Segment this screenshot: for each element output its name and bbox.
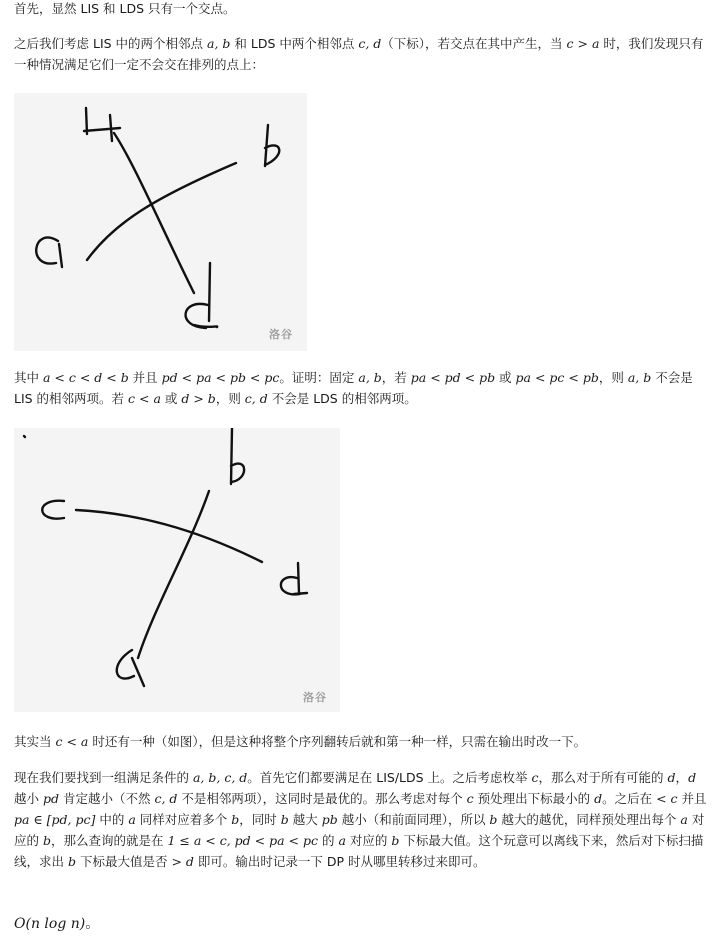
- text: 不是相邻两项），这同时是最优的。那么考虑对每个: [177, 791, 467, 806]
- text: 现在我们要找到一组满足条件的: [14, 770, 193, 785]
- letter-d-stroke: [186, 263, 218, 328]
- figure-2-drawing: [14, 428, 340, 712]
- math: b: [489, 812, 498, 827]
- math: 1 ≤ a < c, pd < pa < pc: [167, 833, 318, 848]
- math: pb: [321, 812, 338, 827]
- stray-dot: [24, 436, 25, 437]
- watermark: 洛谷: [303, 691, 327, 704]
- text: 同样对应着多个: [135, 812, 232, 827]
- math: d: [688, 770, 697, 785]
- text: 或: [160, 391, 182, 406]
- paragraph-proof: [14, 367, 710, 409]
- math: a, b: [207, 36, 231, 51]
- math: b: [67, 854, 76, 869]
- text: 并且: [128, 370, 162, 385]
- text: 时，我们发现只有一种情况满足它们一定不会交在排列的点上：: [14, 36, 704, 72]
- text: 和 LDS 中两个相邻点: [230, 36, 359, 51]
- text: 时还有一种（如图），但是这种将整个序列翻转后就和第一种一样，只需在输出时改一下。: [88, 734, 587, 749]
- line-ab: [138, 491, 209, 658]
- complexity-math: O(n log n): [14, 916, 86, 932]
- text: 下标最大值是否: [76, 854, 172, 869]
- text: ，那么查询的就是在: [51, 833, 168, 848]
- paragraph-algorithm: [14, 767, 710, 872]
- text: 不会是 LIS 的相邻两项。若: [14, 370, 693, 406]
- text: ，则: [598, 370, 628, 385]
- math: > d: [171, 854, 194, 869]
- text: 越大的越优，同样预处理出每个: [497, 812, 681, 827]
- math: a < c < d < b: [42, 370, 129, 385]
- math: c > a: [566, 36, 600, 51]
- text: ，则: [215, 391, 245, 406]
- text: 对应的: [345, 833, 392, 848]
- math: pa < pc < pb: [515, 370, 599, 385]
- paragraph-intersection: [14, 0, 710, 19]
- paragraph-second-case: [14, 731, 710, 752]
- math: b: [231, 812, 240, 827]
- text: 或: [495, 370, 516, 385]
- math: d: [594, 791, 603, 806]
- math: c: [531, 770, 539, 785]
- math: c, d: [154, 791, 178, 806]
- text: 的: [317, 833, 339, 848]
- letter-d-stroke: [281, 563, 307, 594]
- figure-2: [14, 428, 340, 712]
- math: a: [128, 812, 136, 827]
- text: 。证明：固定: [279, 370, 359, 385]
- text: 。之后在: [602, 791, 657, 806]
- text: 越小（和前面同理），所以: [337, 812, 490, 827]
- text: 越小: [14, 791, 43, 806]
- text: 其实当: [14, 734, 56, 749]
- text: （下标），若交点在其中产生，当: [381, 36, 567, 51]
- letter-c-stroke: [42, 501, 64, 519]
- line-ab: [87, 163, 236, 260]
- text: 其中: [14, 370, 43, 385]
- text: ，同时: [239, 812, 281, 827]
- math: c: [466, 791, 474, 806]
- text: 之后我们考虑 LIS 中的两个相邻点: [14, 36, 208, 51]
- math: c < a: [55, 734, 89, 749]
- text: 首先，显然 LIS 和 LDS 只有一个交点。: [14, 1, 236, 16]
- text: ，: [675, 770, 689, 785]
- math: b: [42, 833, 51, 848]
- text: 。: [85, 916, 100, 932]
- text: 不会是 LDS 的相邻两项。: [267, 391, 417, 406]
- math: b: [391, 833, 400, 848]
- math: d > b: [181, 391, 216, 406]
- math: b: [280, 812, 289, 827]
- text: ，若: [381, 370, 411, 385]
- math: c < a: [128, 391, 161, 406]
- text: ，那么对于所有可能的: [538, 770, 668, 785]
- text: 肯定越小（不然: [59, 791, 155, 806]
- math: c, d: [358, 36, 382, 51]
- figure-1: [14, 93, 307, 351]
- text: 。首先它们都要满足在 LIS/LDS 上。之后考虑枚举: [247, 770, 532, 785]
- text: 越大: [288, 812, 322, 827]
- line-cd: [76, 510, 262, 562]
- math: d: [667, 770, 676, 785]
- watermark: 洛谷: [269, 328, 293, 341]
- letter-a-stroke: [36, 237, 62, 267]
- math: pa ∈ [pd, pc]: [14, 812, 96, 827]
- text: 对应的: [14, 812, 705, 848]
- math: a: [680, 812, 688, 827]
- math: a: [338, 833, 346, 848]
- figure-1-drawing: [14, 93, 307, 351]
- math: a, b: [627, 370, 652, 385]
- paragraph-complexity: [14, 914, 710, 935]
- text: 下标最大值。这个玩意可以离线下来，然后对下标扫描线，求出: [14, 833, 704, 869]
- letter-b-stroke: [265, 125, 279, 166]
- text: 并且: [677, 791, 707, 806]
- math: pa < pd < pb: [410, 370, 496, 385]
- math: pd: [42, 791, 59, 806]
- math: a, b: [358, 370, 382, 385]
- letter-b-stroke: [231, 428, 244, 484]
- math: c, d: [244, 391, 268, 406]
- text: 预处理出下标最小的: [473, 791, 595, 806]
- math: < c: [656, 791, 678, 806]
- paragraph-adjacent-points: [14, 33, 710, 75]
- math: a, b, c, d: [192, 770, 248, 785]
- text: 中的: [95, 812, 129, 827]
- text: 即可。输出时记录一下 DP 时从哪里转移过来即可。: [193, 854, 486, 869]
- math: pd < pa < pb < pc: [161, 370, 280, 385]
- line-cd: [114, 133, 194, 293]
